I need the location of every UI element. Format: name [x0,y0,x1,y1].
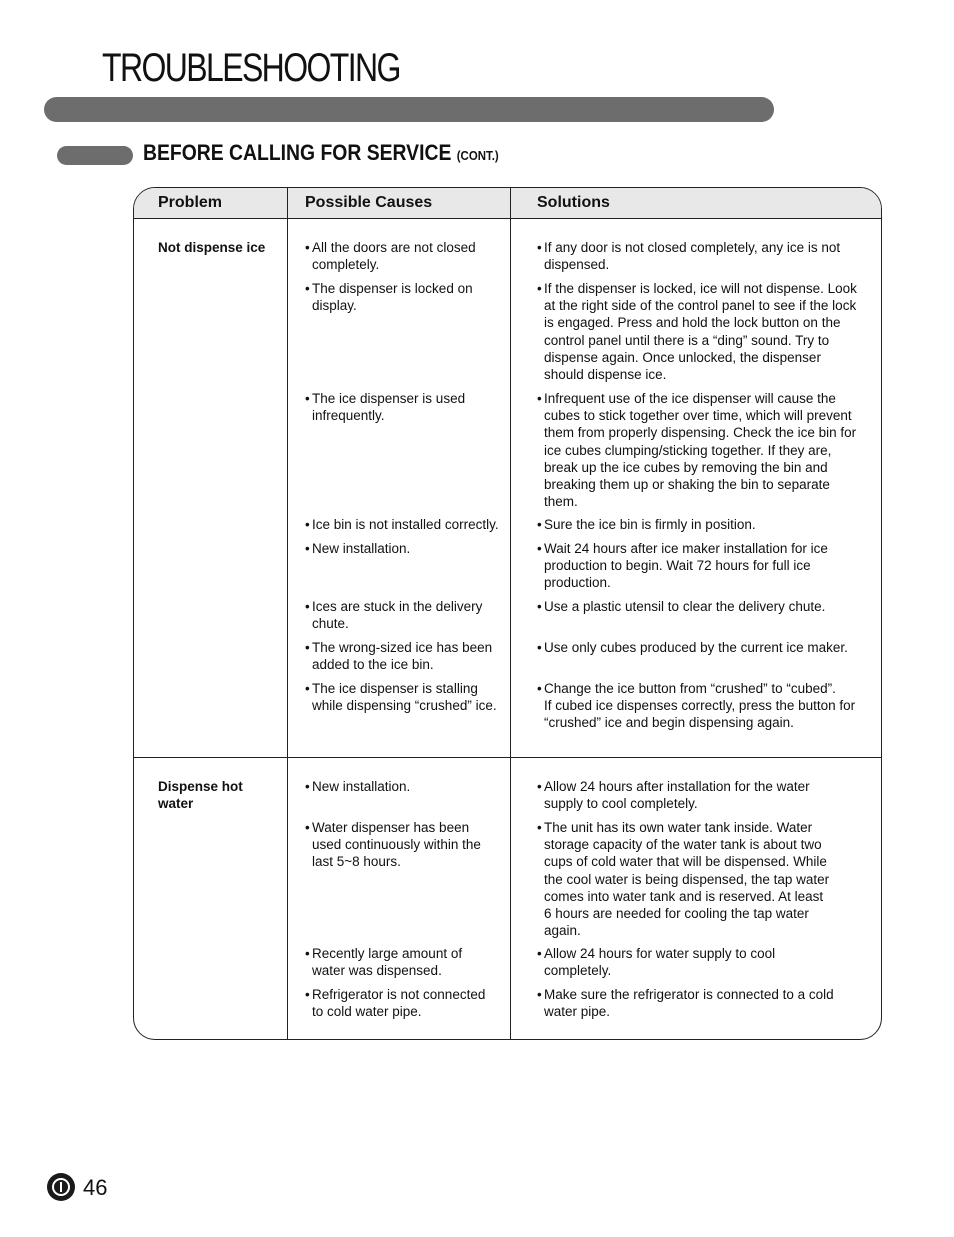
possible-cause-line: chute. [312,616,349,632]
solution-line: Make sure the refrigerator is connected to a cold [544,987,834,1002]
solution-line: Sure the ice bin is firmly in position. [544,517,756,532]
bullet: • [305,391,310,406]
possible-cause-line: Ices are stuck in the delivery [312,599,483,614]
possible-cause-line: The wrong-sized ice has been [312,640,493,655]
bullet: • [305,820,310,835]
bullet: • [305,640,310,655]
solution [537,986,867,1020]
solution-line: water pipe. [544,1004,611,1020]
lg-logo-icon [47,1173,75,1201]
possible-cause [305,516,505,533]
column-divider-2 [510,188,511,1039]
bullet: • [537,946,542,961]
solution-line: “crushed” ice and begin dispensing again. [544,715,794,731]
solution [537,639,867,656]
solution-line: storage capacity of the water tank is about two [544,837,822,853]
section-heading-text: BEFORE CALLING FOR SERVICE [143,140,452,165]
solution [537,819,867,939]
possible-cause-line: The dispenser is locked on [312,281,473,296]
solution-line: again. [544,923,581,939]
bullet: • [305,987,310,1002]
solution-line: production. [544,575,611,591]
possible-cause-line: New installation. [312,779,411,794]
column-divider-1 [287,188,288,1039]
possible-cause [305,239,505,273]
solution-line: The unit has its own water tank inside. Water [544,820,813,835]
possible-cause-line: New installation. [312,541,411,556]
solution-line: control panel until there is a “ding” sound. Try to [544,332,830,348]
possible-cause [305,778,505,795]
possible-cause [305,598,505,632]
solution-line: supply to cool completely. [544,796,698,812]
solution [537,516,867,533]
possible-cause [305,280,505,314]
possible-cause [305,540,505,557]
solution [537,280,867,383]
solution-line: at the right side of the control panel to see if the lock [544,298,857,314]
possible-cause-line: The ice dispenser is used [312,391,466,406]
possible-cause-line: Refrigerator is not connected [312,987,486,1002]
solution-line: comes into water tank and is reserved. At least [544,888,824,904]
bullet: • [537,779,542,794]
solution-line: cubes to stick together over time, which will prevent [544,408,852,424]
solution-line: Infrequent use of the ice dispenser will cause the [544,391,836,406]
solution-line: the cool water is being dispensed, the tap water [544,871,830,887]
possible-cause [305,986,505,1020]
bullet: • [305,541,310,556]
solution [537,390,867,510]
table-header-background [134,188,881,218]
solution [537,778,867,812]
possible-cause-line: All the doors are not closed [312,240,476,255]
solution [537,540,867,592]
bullet: • [537,820,542,835]
solution-line: should dispense ice. [544,367,667,383]
possible-cause-line: to cold water pipe. [312,1004,422,1020]
possible-cause-line: last 5~8 hours. [312,854,401,870]
possible-cause-line: The ice dispenser is stalling [312,681,478,696]
section-heading-suffix: (CONT.) [456,148,499,163]
bullet: • [537,987,542,1002]
possible-cause-line: Water dispenser has been [312,820,470,835]
solution-line: them from properly dispensing. Check the ice bin for [544,425,857,441]
solution-line: Wait 24 hours after ice maker installation for ice [544,541,828,556]
section-pill-decoration [57,146,133,165]
possible-cause [305,680,505,714]
possible-cause-line: display. [312,298,357,314]
header-problem: Problem [158,194,223,211]
page-number: 46 [83,1175,108,1200]
solution-line: dispensed. [544,257,610,273]
header-solutions: Solutions [537,194,610,211]
solution [537,680,867,732]
bullet: • [305,281,310,296]
solution [537,945,867,979]
solution-line: Allow 24 hours after installation for the water [544,779,810,794]
solution-line: Use a plastic utensil to clear the delivery chute. [544,599,826,614]
solution-line: 6 hours are needed for cooling the tap water [544,906,809,922]
possible-cause [305,639,505,673]
header-possible-causes: Possible Causes [305,194,433,211]
bullet: • [537,640,542,655]
solution [537,239,867,273]
possible-cause [305,819,505,871]
bullet: • [537,391,542,406]
bullet: • [305,681,310,696]
possible-cause-line: while dispensing “crushed” ice. [312,698,497,714]
possible-cause-line: infrequently. [312,408,385,424]
possible-cause-line: completely. [312,257,380,273]
title-bar-decoration [44,97,774,122]
bullet: • [537,541,542,556]
solution-line: If cubed ice dispenses correctly, press the button for [544,698,856,714]
group-divider [134,757,881,758]
solution-line: cups of cold water that will be dispensed. While [544,854,827,870]
solution-line: is engaged. Press and hold the lock button on the [544,315,841,331]
bullet: • [537,681,542,696]
possible-cause [305,390,505,424]
bullet: • [537,599,542,614]
possible-cause-line: Recently large amount of [312,946,463,961]
possible-cause-line: water was dispensed. [312,963,442,979]
solution-line: If any door is not closed completely, any ice is not [544,240,841,255]
problem-label: Dispense hot water [158,779,243,811]
solution-line: Allow 24 hours for water supply to cool [544,946,776,961]
possible-cause-line: Ice bin is not installed correctly. [312,517,499,532]
solution-line: Change the ice button from “crushed” to “cubed”. [544,681,836,696]
bullet: • [537,240,542,255]
solution [537,598,867,615]
bullet: • [305,599,310,614]
bullet: • [305,240,310,255]
page-title: TROUBLESHOOTING [102,46,400,90]
solution-line: If the dispenser is locked, ice will not dispense. Look [544,281,857,296]
header-divider [134,218,881,219]
solution-line: completely. [544,963,612,979]
solution-line: Use only cubes produced by the current ice maker. [544,640,848,655]
bullet: • [305,779,310,794]
bullet: • [537,517,542,532]
possible-cause-line: added to the ice bin. [312,657,434,673]
solution-line: production to begin. Wait 72 hours for full ice [544,558,811,574]
solution-line: break up the ice cubes by removing the bin and [544,459,828,475]
solution-line: them. [544,494,578,510]
bullet: • [537,281,542,296]
solution-line: breaking them up or shaking the bin to separate [544,477,830,493]
solution-line: ice cubes clumping/sticking together. If they are, [544,442,832,458]
bullet: • [305,946,310,961]
possible-cause-line: used continuously within the [312,837,481,853]
problem-label: Not dispense ice [158,240,266,255]
possible-cause [305,945,505,979]
section-heading [143,142,499,164]
solution-line: dispense again. Once unlocked, the dispenser [544,349,821,365]
bullet: • [305,517,310,532]
